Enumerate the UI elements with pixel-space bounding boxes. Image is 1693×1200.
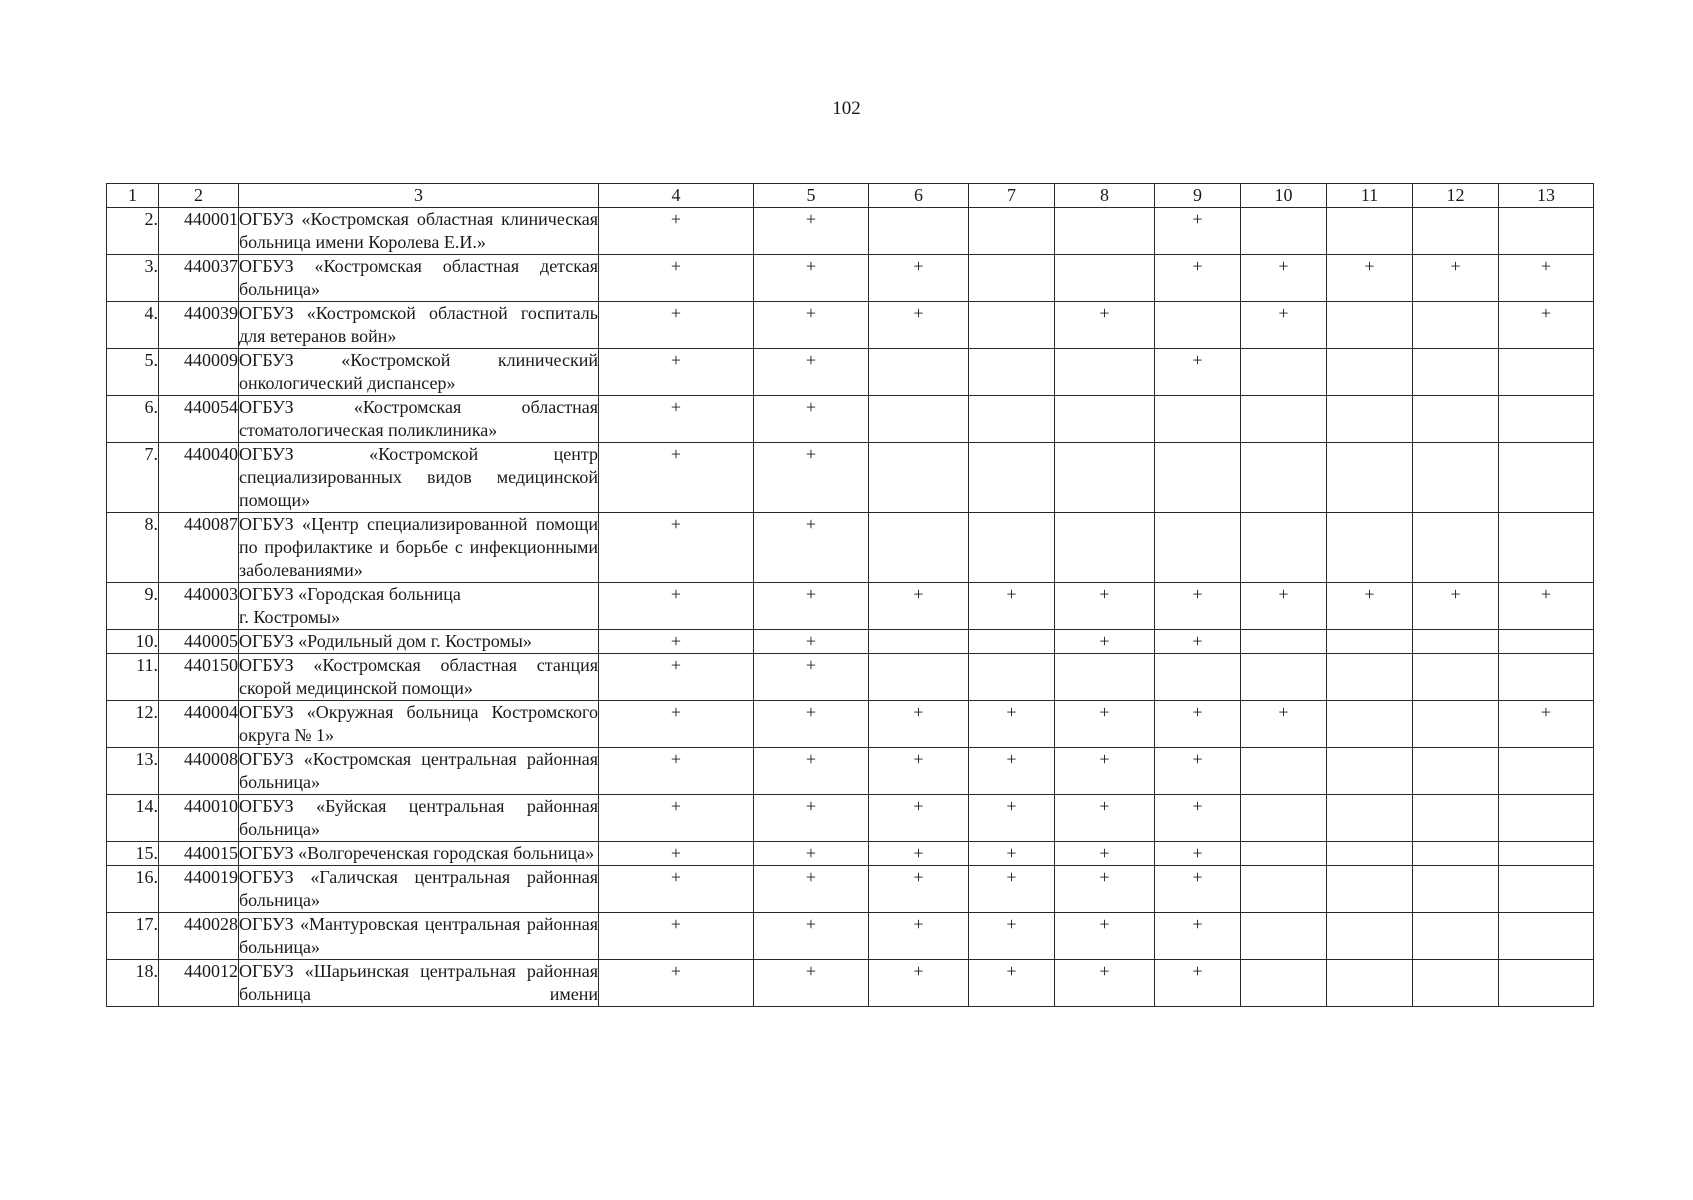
- mark-cell-col-6: +: [869, 583, 969, 630]
- mark-cell-col-4: +: [599, 208, 754, 255]
- mark-cell-col-12: [1413, 443, 1499, 513]
- mark-cell-col-13: [1499, 842, 1594, 866]
- mark-cell-col-4: +: [599, 443, 754, 513]
- table-row: [107, 748, 1594, 795]
- mark-cell-col-10: [1241, 842, 1327, 866]
- mark-cell-col-5: +: [754, 443, 869, 513]
- mark-cell-col-13: [1499, 396, 1594, 443]
- mark-cell-col-8: +: [1055, 913, 1155, 960]
- mark-cell-col-8: [1055, 255, 1155, 302]
- organization-code: 440010: [159, 795, 239, 842]
- column-header-10: 10: [1241, 184, 1327, 208]
- mark-cell-col-6: [869, 396, 969, 443]
- mark-cell-col-4: +: [599, 349, 754, 396]
- mark-cell-col-5: +: [754, 255, 869, 302]
- mark-cell-col-9: +: [1155, 255, 1241, 302]
- organization-name: ОГБУЗ «Буйская центральная районная больница»: [239, 795, 599, 842]
- mark-cell-col-8: [1055, 513, 1155, 583]
- mark-cell-col-5: +: [754, 302, 869, 349]
- organization-code: 440054: [159, 396, 239, 443]
- mark-cell-col-12: [1413, 630, 1499, 654]
- mark-cell-col-9: [1155, 443, 1241, 513]
- mark-cell-col-6: [869, 208, 969, 255]
- mark-cell-col-10: [1241, 960, 1327, 1007]
- row-number: 2.: [107, 208, 159, 255]
- row-number: 9.: [107, 583, 159, 630]
- page-number: 102: [832, 98, 861, 119]
- mark-cell-col-4: +: [599, 583, 754, 630]
- mark-cell-col-7: +: [969, 701, 1055, 748]
- row-number: 4.: [107, 302, 159, 349]
- mark-cell-col-8: [1055, 396, 1155, 443]
- organization-name: ОГБУЗ «Галичская центральная районная больница»: [239, 866, 599, 913]
- mark-cell-col-9: [1155, 302, 1241, 349]
- organization-name: ОГБУЗ «Костромская областная станция скорой медицинской помощи»: [239, 654, 599, 701]
- mark-cell-col-5: +: [754, 795, 869, 842]
- mark-cell-col-4: +: [599, 842, 754, 866]
- table-row: [107, 701, 1594, 748]
- mark-cell-col-6: [869, 654, 969, 701]
- mark-cell-col-13: [1499, 913, 1594, 960]
- mark-cell-col-6: +: [869, 701, 969, 748]
- mark-cell-col-7: +: [969, 583, 1055, 630]
- organization-name: ОГБУЗ «Костромской областной госпиталь для ветеранов войн»: [239, 302, 599, 349]
- mark-cell-col-6: +: [869, 960, 969, 1007]
- organization-name: ОГБУЗ «Шарьинская центральная районная больница имени: [239, 960, 599, 1007]
- organization-code: 440028: [159, 913, 239, 960]
- mark-cell-col-13: +: [1499, 302, 1594, 349]
- mark-cell-col-7: [969, 443, 1055, 513]
- registry-table: [106, 183, 1594, 1007]
- organization-code: 440040: [159, 443, 239, 513]
- organization-code: 440039: [159, 302, 239, 349]
- mark-cell-col-7: [969, 630, 1055, 654]
- mark-cell-col-7: [969, 255, 1055, 302]
- mark-cell-col-4: +: [599, 630, 754, 654]
- table-row: [107, 443, 1594, 513]
- mark-cell-col-7: [969, 513, 1055, 583]
- organization-name: ОГБУЗ «Окружная больница Костромского округа № 1»: [239, 701, 599, 748]
- mark-cell-col-5: +: [754, 208, 869, 255]
- column-header-7: 7: [969, 184, 1055, 208]
- mark-cell-col-8: +: [1055, 302, 1155, 349]
- organization-code: 440008: [159, 748, 239, 795]
- organization-code: 440005: [159, 630, 239, 654]
- mark-cell-col-12: [1413, 748, 1499, 795]
- mark-cell-col-7: [969, 208, 1055, 255]
- column-header-8: 8: [1055, 184, 1155, 208]
- mark-cell-col-13: [1499, 795, 1594, 842]
- mark-cell-col-5: +: [754, 630, 869, 654]
- table-row: [107, 349, 1594, 396]
- column-header-11: 11: [1327, 184, 1413, 208]
- mark-cell-col-6: +: [869, 748, 969, 795]
- row-number: 11.: [107, 654, 159, 701]
- mark-cell-col-9: +: [1155, 842, 1241, 866]
- mark-cell-col-8: +: [1055, 795, 1155, 842]
- mark-cell-col-7: +: [969, 748, 1055, 795]
- row-number: 17.: [107, 913, 159, 960]
- mark-cell-col-5: +: [754, 701, 869, 748]
- table-row: [107, 255, 1594, 302]
- column-header-1: 1: [107, 184, 159, 208]
- mark-cell-col-8: [1055, 443, 1155, 513]
- mark-cell-col-7: +: [969, 795, 1055, 842]
- mark-cell-col-12: [1413, 701, 1499, 748]
- mark-cell-col-11: [1327, 960, 1413, 1007]
- mark-cell-col-13: [1499, 513, 1594, 583]
- table-row: [107, 208, 1594, 255]
- mark-cell-col-11: +: [1327, 255, 1413, 302]
- table-row: [107, 866, 1594, 913]
- mark-cell-col-5: +: [754, 842, 869, 866]
- mark-cell-col-12: +: [1413, 255, 1499, 302]
- mark-cell-col-6: [869, 443, 969, 513]
- mark-cell-col-12: [1413, 396, 1499, 443]
- table-row: [107, 913, 1594, 960]
- column-header-4: 4: [599, 184, 754, 208]
- row-number: 3.: [107, 255, 159, 302]
- organization-name: ОГБУЗ «Центр специализированной помощи по профилактике и борьбе с инфекционными заболеваниями»: [239, 513, 599, 583]
- mark-cell-col-11: [1327, 396, 1413, 443]
- mark-cell-col-6: [869, 513, 969, 583]
- mark-cell-col-11: [1327, 654, 1413, 701]
- organization-name: ОГБУЗ «Мантуровская центральная районная больница»: [239, 913, 599, 960]
- table-body: [107, 208, 1594, 1007]
- mark-cell-col-9: [1155, 513, 1241, 583]
- mark-cell-col-9: +: [1155, 795, 1241, 842]
- row-number: 8.: [107, 513, 159, 583]
- mark-cell-col-7: [969, 396, 1055, 443]
- mark-cell-col-10: [1241, 349, 1327, 396]
- mark-cell-col-7: +: [969, 842, 1055, 866]
- mark-cell-col-4: +: [599, 654, 754, 701]
- mark-cell-col-10: [1241, 913, 1327, 960]
- mark-cell-col-4: +: [599, 701, 754, 748]
- mark-cell-col-9: +: [1155, 208, 1241, 255]
- organization-name: ОГБУЗ «Родильный дом г. Костромы»: [239, 630, 599, 654]
- mark-cell-col-9: +: [1155, 701, 1241, 748]
- mark-cell-col-9: +: [1155, 913, 1241, 960]
- row-number: 7.: [107, 443, 159, 513]
- mark-cell-col-12: [1413, 866, 1499, 913]
- mark-cell-col-13: [1499, 748, 1594, 795]
- mark-cell-col-10: [1241, 795, 1327, 842]
- mark-cell-col-4: +: [599, 960, 754, 1007]
- organization-name: ОГБУЗ «Костромская областная детская больница»: [239, 255, 599, 302]
- mark-cell-col-6: +: [869, 302, 969, 349]
- column-header-12: 12: [1413, 184, 1499, 208]
- mark-cell-col-12: [1413, 913, 1499, 960]
- mark-cell-col-8: +: [1055, 866, 1155, 913]
- mark-cell-col-7: +: [969, 913, 1055, 960]
- mark-cell-col-7: [969, 654, 1055, 701]
- mark-cell-col-12: +: [1413, 583, 1499, 630]
- mark-cell-col-6: [869, 630, 969, 654]
- organization-code: 440019: [159, 866, 239, 913]
- mark-cell-col-13: [1499, 208, 1594, 255]
- mark-cell-col-9: +: [1155, 583, 1241, 630]
- mark-cell-col-8: +: [1055, 701, 1155, 748]
- mark-cell-col-5: +: [754, 960, 869, 1007]
- organization-name: ОГБУЗ «Волгореченская городская больница»: [239, 842, 599, 866]
- mark-cell-col-10: +: [1241, 583, 1327, 630]
- mark-cell-col-4: +: [599, 795, 754, 842]
- mark-cell-col-11: [1327, 701, 1413, 748]
- mark-cell-col-4: +: [599, 913, 754, 960]
- table-row: [107, 842, 1594, 866]
- organization-code: 440009: [159, 349, 239, 396]
- mark-cell-col-5: +: [754, 913, 869, 960]
- organization-name: ОГБУЗ «Костромская областная клиническая больница имени Королева Е.И.»: [239, 208, 599, 255]
- mark-cell-col-6: +: [869, 913, 969, 960]
- mark-cell-col-11: [1327, 349, 1413, 396]
- mark-cell-col-13: [1499, 443, 1594, 513]
- column-header-2: 2: [159, 184, 239, 208]
- mark-cell-col-4: +: [599, 513, 754, 583]
- mark-cell-col-9: [1155, 654, 1241, 701]
- mark-cell-col-10: [1241, 866, 1327, 913]
- organization-code: 440012: [159, 960, 239, 1007]
- row-number: 10.: [107, 630, 159, 654]
- mark-cell-col-10: [1241, 654, 1327, 701]
- mark-cell-col-5: +: [754, 349, 869, 396]
- mark-cell-col-4: +: [599, 748, 754, 795]
- mark-cell-col-6: [869, 349, 969, 396]
- mark-cell-col-9: [1155, 396, 1241, 443]
- mark-cell-col-12: [1413, 795, 1499, 842]
- mark-cell-col-5: +: [754, 583, 869, 630]
- organization-code: 440087: [159, 513, 239, 583]
- mark-cell-col-5: +: [754, 396, 869, 443]
- mark-cell-col-8: [1055, 349, 1155, 396]
- mark-cell-col-7: +: [969, 960, 1055, 1007]
- mark-cell-col-5: +: [754, 513, 869, 583]
- row-number: 14.: [107, 795, 159, 842]
- mark-cell-col-8: [1055, 208, 1155, 255]
- mark-cell-col-12: [1413, 842, 1499, 866]
- mark-cell-col-6: +: [869, 795, 969, 842]
- mark-cell-col-8: [1055, 654, 1155, 701]
- mark-cell-col-8: +: [1055, 583, 1155, 630]
- mark-cell-col-12: [1413, 654, 1499, 701]
- mark-cell-col-10: [1241, 748, 1327, 795]
- column-header-5: 5: [754, 184, 869, 208]
- organization-code: 440037: [159, 255, 239, 302]
- table-row: [107, 396, 1594, 443]
- table-row: [107, 795, 1594, 842]
- row-number: 12.: [107, 701, 159, 748]
- mark-cell-col-5: +: [754, 866, 869, 913]
- mark-cell-col-4: +: [599, 255, 754, 302]
- table-row: [107, 583, 1594, 630]
- column-header-9: 9: [1155, 184, 1241, 208]
- mark-cell-col-11: [1327, 748, 1413, 795]
- row-number: 5.: [107, 349, 159, 396]
- mark-cell-col-12: [1413, 513, 1499, 583]
- mark-cell-col-9: +: [1155, 349, 1241, 396]
- mark-cell-col-11: [1327, 630, 1413, 654]
- mark-cell-col-6: +: [869, 255, 969, 302]
- mark-cell-col-12: [1413, 302, 1499, 349]
- organization-name: ОГБУЗ «Городская больница г. Костромы»: [239, 583, 599, 630]
- mark-cell-col-10: +: [1241, 701, 1327, 748]
- organization-name: ОГБУЗ «Костромская областная стоматологическая поликлиника»: [239, 396, 599, 443]
- mark-cell-col-11: [1327, 795, 1413, 842]
- mark-cell-col-10: [1241, 513, 1327, 583]
- mark-cell-col-4: +: [599, 866, 754, 913]
- mark-cell-col-6: +: [869, 842, 969, 866]
- row-number: 18.: [107, 960, 159, 1007]
- mark-cell-col-8: +: [1055, 630, 1155, 654]
- mark-cell-col-11: [1327, 842, 1413, 866]
- mark-cell-col-12: [1413, 349, 1499, 396]
- mark-cell-col-10: [1241, 208, 1327, 255]
- mark-cell-col-4: +: [599, 396, 754, 443]
- mark-cell-col-8: +: [1055, 748, 1155, 795]
- column-header-6: 6: [869, 184, 969, 208]
- organization-name: ОГБУЗ «Костромской клинический онкологический диспансер»: [239, 349, 599, 396]
- mark-cell-col-11: [1327, 208, 1413, 255]
- row-number: 15.: [107, 842, 159, 866]
- mark-cell-col-10: +: [1241, 302, 1327, 349]
- mark-cell-col-11: [1327, 913, 1413, 960]
- organization-name: ОГБУЗ «Костромская центральная районная больница»: [239, 748, 599, 795]
- mark-cell-col-13: [1499, 960, 1594, 1007]
- mark-cell-col-12: [1413, 208, 1499, 255]
- mark-cell-col-13: +: [1499, 583, 1594, 630]
- organization-code: 440150: [159, 654, 239, 701]
- mark-cell-col-9: +: [1155, 748, 1241, 795]
- mark-cell-col-4: +: [599, 302, 754, 349]
- mark-cell-col-7: [969, 302, 1055, 349]
- mark-cell-col-11: [1327, 866, 1413, 913]
- mark-cell-col-13: [1499, 654, 1594, 701]
- mark-cell-col-7: +: [969, 866, 1055, 913]
- mark-cell-col-10: [1241, 630, 1327, 654]
- mark-cell-col-6: +: [869, 866, 969, 913]
- table-row: [107, 630, 1594, 654]
- mark-cell-col-7: [969, 349, 1055, 396]
- table-row: [107, 513, 1594, 583]
- organization-code: 440015: [159, 842, 239, 866]
- column-header-3: 3: [239, 184, 599, 208]
- row-number: 16.: [107, 866, 159, 913]
- mark-cell-col-10: +: [1241, 255, 1327, 302]
- column-header-13: 13: [1499, 184, 1594, 208]
- table-row: [107, 654, 1594, 701]
- organization-code: 440001: [159, 208, 239, 255]
- organization-name: ОГБУЗ «Костромской центр специализированных видов медицинской помощи»: [239, 443, 599, 513]
- mark-cell-col-10: [1241, 443, 1327, 513]
- mark-cell-col-9: +: [1155, 960, 1241, 1007]
- row-number: 13.: [107, 748, 159, 795]
- organization-code: 440004: [159, 701, 239, 748]
- mark-cell-col-11: [1327, 513, 1413, 583]
- mark-cell-col-12: [1413, 960, 1499, 1007]
- table-row: [107, 302, 1594, 349]
- mark-cell-col-13: [1499, 630, 1594, 654]
- mark-cell-col-13: +: [1499, 701, 1594, 748]
- mark-cell-col-9: +: [1155, 866, 1241, 913]
- mark-cell-col-9: +: [1155, 630, 1241, 654]
- table-row: [107, 960, 1594, 1007]
- mark-cell-col-13: [1499, 349, 1594, 396]
- row-number: 6.: [107, 396, 159, 443]
- mark-cell-col-10: [1241, 396, 1327, 443]
- mark-cell-col-11: [1327, 443, 1413, 513]
- mark-cell-col-13: [1499, 866, 1594, 913]
- mark-cell-col-5: +: [754, 748, 869, 795]
- mark-cell-col-11: [1327, 302, 1413, 349]
- mark-cell-col-8: +: [1055, 842, 1155, 866]
- mark-cell-col-13: +: [1499, 255, 1594, 302]
- organization-code: 440003: [159, 583, 239, 630]
- mark-cell-col-5: +: [754, 654, 869, 701]
- mark-cell-col-11: +: [1327, 583, 1413, 630]
- mark-cell-col-8: +: [1055, 960, 1155, 1007]
- header-row: [107, 184, 1594, 208]
